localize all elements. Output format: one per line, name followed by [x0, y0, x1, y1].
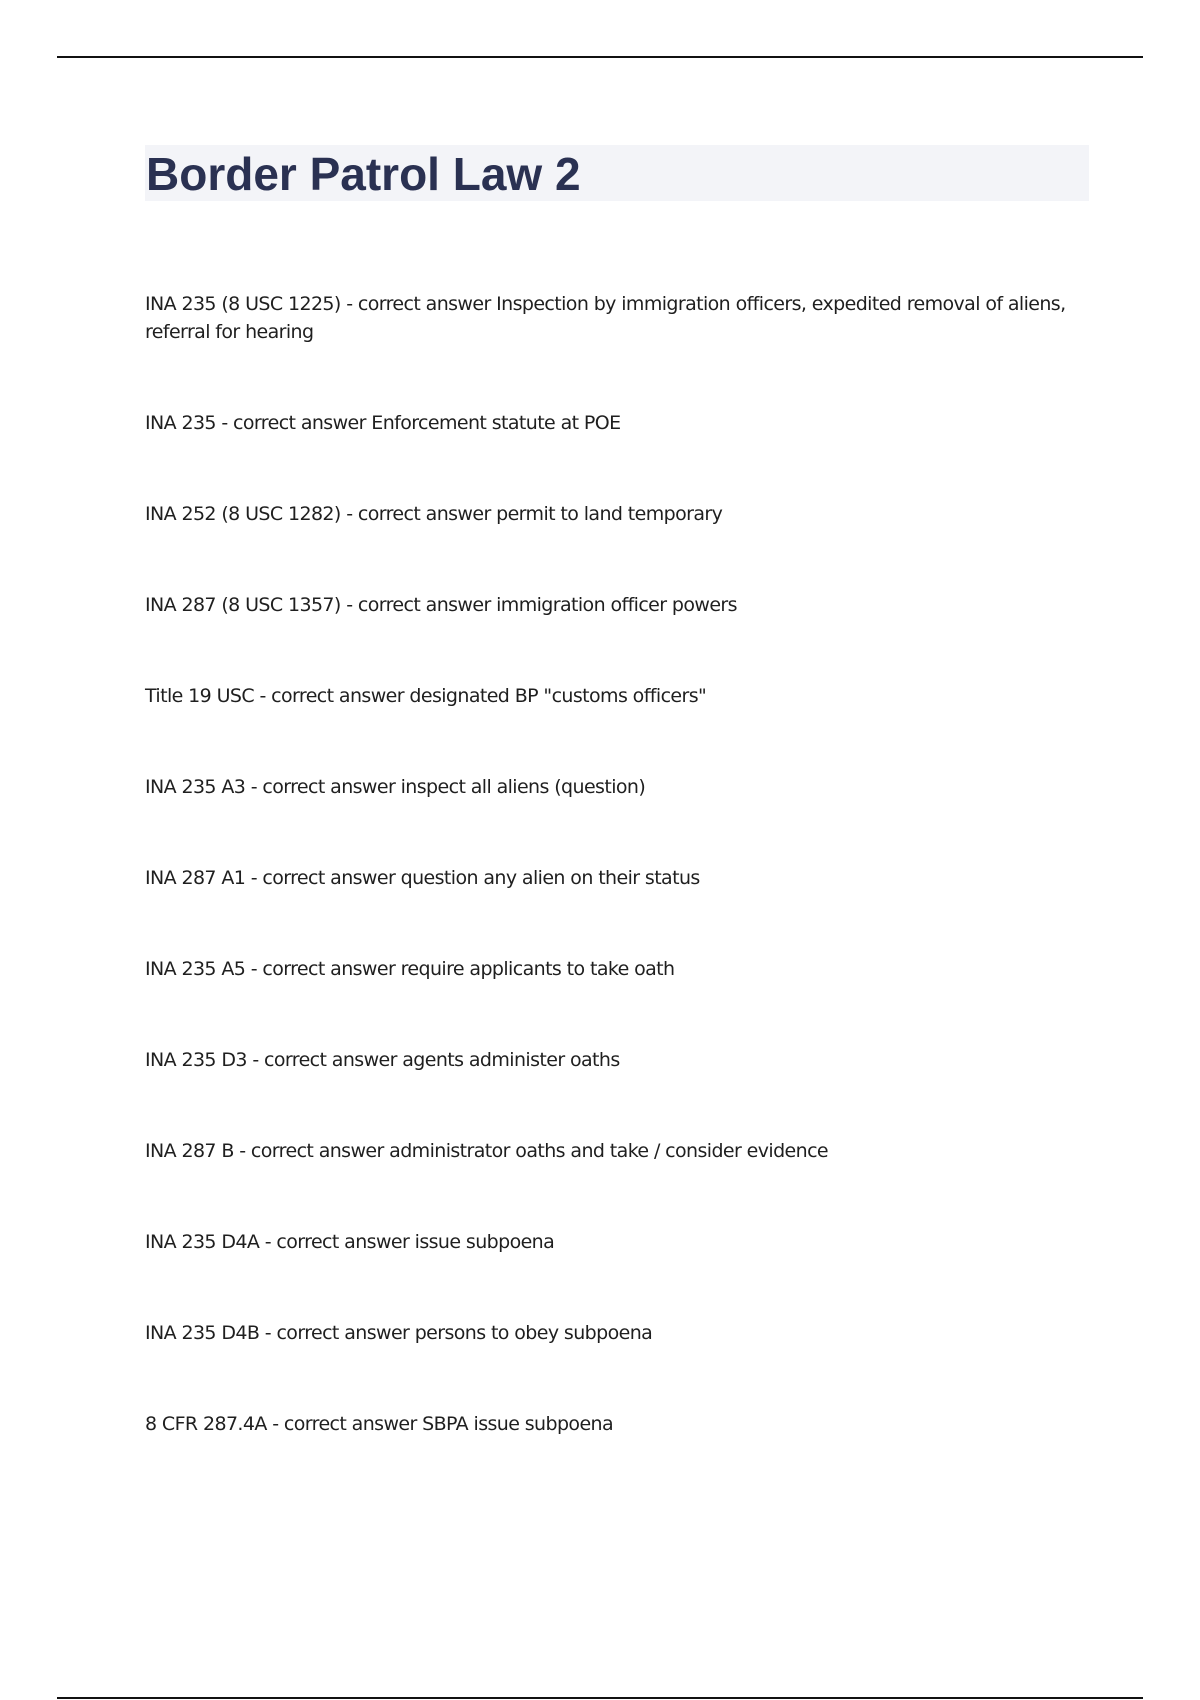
- entry-separator: - correct answer: [215, 412, 372, 434]
- entry-separator: - correct answer: [254, 685, 410, 707]
- flashcard-entry: [145, 1046, 1089, 1074]
- flashcard-entry: [145, 955, 1089, 983]
- entry-term: INA 287 (8 USC 1357): [145, 594, 341, 616]
- entry-answer: designated BP "customs officers": [409, 685, 707, 707]
- entry-term: INA 252 (8 USC 1282): [145, 503, 341, 525]
- entry-answer: permit to land temporary: [496, 503, 723, 525]
- entry-separator: - correct answer: [245, 867, 401, 889]
- flashcard-entry: [145, 500, 1089, 528]
- flashcard-entry: [145, 290, 1089, 346]
- entry-separator: - correct answer: [259, 1231, 415, 1253]
- entry-answer: require applicants to take oath: [400, 958, 675, 980]
- flashcard-entry: [145, 864, 1089, 892]
- entry-term: INA 287 A1: [145, 867, 246, 889]
- entry-term: INA 235 (8 USC 1225): [145, 293, 341, 315]
- entry-term: INA 235 D3: [145, 1049, 247, 1071]
- flashcard-entry: [145, 1137, 1089, 1165]
- entry-answer: inspect all aliens (question): [400, 776, 646, 798]
- bottom-rule: [57, 1697, 1143, 1699]
- entry-separator: - correct answer: [233, 1140, 390, 1162]
- entry-term: Title 19 USC: [145, 685, 255, 707]
- entry-answer: SBPA issue subpoena: [422, 1413, 614, 1435]
- flashcard-list: [145, 290, 1089, 1501]
- entry-answer: agents administer oaths: [402, 1049, 620, 1071]
- entry-answer: immigration officer powers: [496, 594, 737, 616]
- entry-separator: - correct answer: [246, 1049, 403, 1071]
- entry-separator: - correct answer: [245, 776, 401, 798]
- entry-term: INA 235 A5: [145, 958, 246, 980]
- entry-separator: - correct answer: [340, 293, 497, 315]
- flashcard-entry: [145, 682, 1089, 710]
- flashcard-entry: [145, 591, 1089, 619]
- entry-separator: - correct answer: [266, 1413, 423, 1435]
- flashcard-entry: [145, 1410, 1089, 1438]
- entry-answer: Enforcement statute at POE: [371, 412, 621, 434]
- entry-answer: persons to obey subpoena: [414, 1322, 653, 1344]
- flashcard-entry: [145, 1228, 1089, 1256]
- entry-answer: issue subpoena: [414, 1231, 555, 1253]
- entry-term: INA 235 A3: [145, 776, 246, 798]
- entry-term: INA 235 D4A: [145, 1231, 260, 1253]
- flashcard-entry: [145, 773, 1089, 801]
- top-rule: [57, 56, 1143, 58]
- entry-term: 8 CFR 287.4A: [145, 1413, 267, 1435]
- entry-term: INA 235: [145, 412, 216, 434]
- entry-separator: - correct answer: [340, 503, 497, 525]
- entry-separator: - correct answer: [340, 594, 497, 616]
- entry-answer: Inspection by immigration officers, expedited removal of aliens, referral for hearing: [145, 293, 1066, 343]
- entry-answer: question any alien on their status: [400, 867, 700, 889]
- entry-term: INA 287 B: [145, 1140, 234, 1162]
- flashcard-entry: [145, 1319, 1089, 1347]
- flashcard-entry: [145, 409, 1089, 437]
- document-title: Border Patrol Law 2: [146, 148, 581, 200]
- entry-separator: - correct answer: [245, 958, 401, 980]
- entry-answer: administrator oaths and take / consider evidence: [389, 1140, 829, 1162]
- entry-separator: - correct answer: [259, 1322, 415, 1344]
- entry-term: INA 235 D4B: [145, 1322, 260, 1344]
